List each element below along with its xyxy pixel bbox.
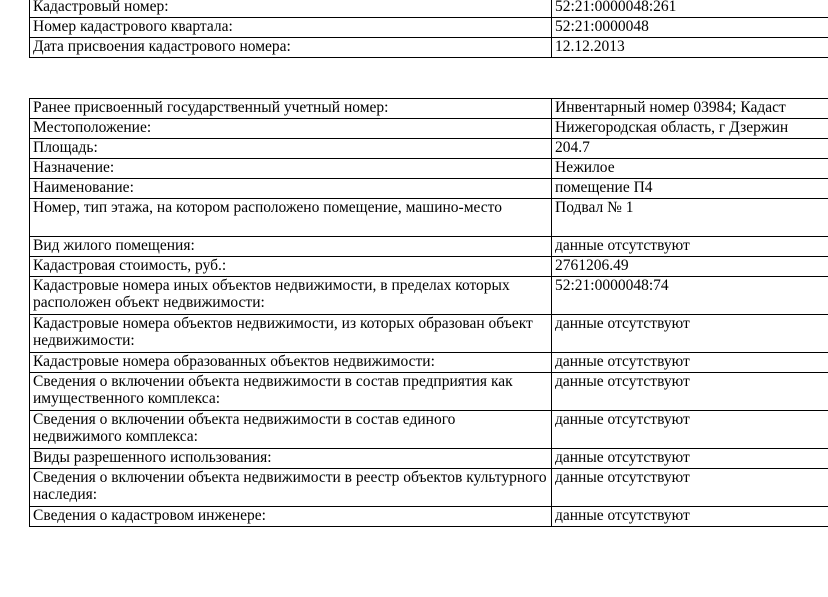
row-value: данные отсутствуют xyxy=(552,411,828,449)
row-value: 52:21:0000048 xyxy=(552,18,828,38)
row-value: данные отсутствуют xyxy=(552,237,828,257)
row-label: Дата присвоения кадастрового номера: xyxy=(30,38,552,58)
row-label: Наименование: xyxy=(30,179,552,199)
table-row xyxy=(30,38,828,58)
row-value: 12.12.2013 xyxy=(552,38,828,58)
table-row xyxy=(30,159,828,179)
row-value: 204.7 xyxy=(552,139,828,159)
row-value: данные отсутствуют xyxy=(552,507,828,527)
row-label: Сведения о включении объекта недвижимости в состав единого недвижимого комплекса: xyxy=(30,411,552,449)
row-label: Кадастровые номера образованных объектов недвижимости: xyxy=(30,353,552,373)
row-label: Местоположение: xyxy=(30,119,552,139)
row-label: Сведения о включении объекта недвижимости в состав предприятия как имущественного комплекса: xyxy=(30,373,552,411)
row-value: данные отсутствуют xyxy=(552,469,828,507)
row-label: Номер кадастрового квартала: xyxy=(30,18,552,38)
table-row xyxy=(30,199,828,237)
table-row xyxy=(30,119,828,139)
table-row xyxy=(30,353,828,373)
table-row xyxy=(30,179,828,199)
row-value: Подвал № 1 xyxy=(552,199,828,237)
row-value: 52:21:0000048:74 xyxy=(552,277,828,315)
table-row xyxy=(30,449,828,469)
row-label: Виды разрешенного использования: xyxy=(30,449,552,469)
table-row xyxy=(30,277,828,315)
table-row xyxy=(30,257,828,277)
row-label: Назначение: xyxy=(30,159,552,179)
table-row xyxy=(30,469,828,507)
row-label: Ранее присвоенный государственный учетный номер: xyxy=(30,99,552,119)
row-label: Номер, тип этажа, на котором расположено помещение, машино-место xyxy=(30,199,552,237)
table-row xyxy=(30,0,828,18)
table-row xyxy=(30,507,828,527)
table-row xyxy=(30,237,828,257)
table-row xyxy=(30,373,828,411)
table-row xyxy=(30,411,828,449)
row-value: данные отсутствуют xyxy=(552,449,828,469)
row-label: Сведения о включении объекта недвижимости в реестр объектов культурного наследия: xyxy=(30,469,552,507)
table-row xyxy=(30,139,828,159)
row-label: Кадастровая стоимость, руб.: xyxy=(30,257,552,277)
row-label: Кадастровые номера иных объектов недвижимости, в пределах которых расположен объект недвижимости: xyxy=(30,277,552,315)
row-value: данные отсутствуют xyxy=(552,315,828,353)
row-value: Инвентарный номер 03984; Кадаст xyxy=(552,99,828,119)
row-label: Площадь: xyxy=(30,139,552,159)
row-label: Кадастровый номер: xyxy=(30,0,552,18)
row-label: Кадастровые номера объектов недвижимости, из которых образован объект недвижимости: xyxy=(30,315,552,353)
row-value: Нижегородская область, г Дзержин xyxy=(552,119,828,139)
row-value: данные отсутствуют xyxy=(552,373,828,411)
table-row xyxy=(30,315,828,353)
row-label: Сведения о кадастровом инженере: xyxy=(30,507,552,527)
row-label: Вид жилого помещения: xyxy=(30,237,552,257)
row-value: 52:21:0000048:261 xyxy=(552,0,828,18)
property-details-table xyxy=(29,98,828,527)
row-value: 2761206.49 xyxy=(552,257,828,277)
table-row xyxy=(30,99,828,119)
row-value: помещение П4 xyxy=(552,179,828,199)
cadastral-header-table xyxy=(29,0,828,58)
row-value: данные отсутствуют xyxy=(552,353,828,373)
table-row xyxy=(30,18,828,38)
row-value: Нежилое xyxy=(552,159,828,179)
